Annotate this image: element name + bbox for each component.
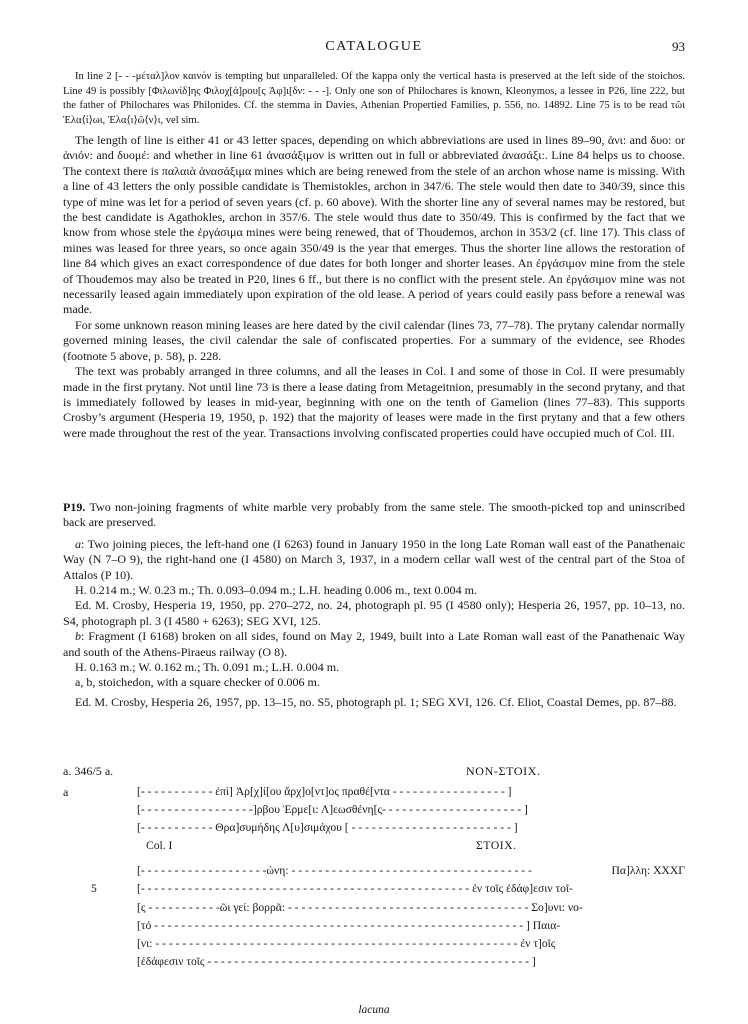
- fragment-a-description: a: Two joining pieces, the left-hand one (I 6263) found in January 1950 in the long Late Roman wall east of the Panathenaic Way (N 7–O 9), the right-hand one (I 4580) on March 3, 1937, in a modern cellar wall west of the central part of the Stoa of Attalos (P 10).: [63, 536, 685, 582]
- inscription-line: [- - - - - - - - - - - - - - - - - - -ώνη: - - - - - - - - - - - - - - - - - - - - - - - - - - - - - - - - - - - - Πα]λλη: ΧΧΧΓ: [137, 864, 685, 878]
- entry-intro-text: Two non-joining fragments of white marble very probably from the same stele. The smooth-picked top and uninscribed back are preserved.: [63, 500, 685, 530]
- entry-label: P19.: [63, 500, 86, 514]
- heading-line: [- - - - - - - - - - - ἐπὶ] Ἀρ[χ]ί[ου ἄρχ]ο[ντ]ος πραθέ[ντα - - - - - - - - - - - - - - - - - ]: [137, 785, 512, 798]
- inscription-text: [63, 783, 685, 971]
- heading-line: [- - - - - - - - - - - - - - - - -]ρβου Ἑρμε[ι: Λ]εωσθένη[ς- - - - - - - - - - - - - - - - - - - - - ]: [137, 803, 528, 817]
- commentary-paragraph-2: For some unknown reason mining leases are here dated by the civil calendar (lines 73, 77–78). The prytany calendar normally governed mining leases, the civil calendar the sale of confiscated properties. For a summary of the evidence, see Rhodes (footnote 5 above, p. 58), p. 228.: [63, 317, 685, 363]
- inscription-line: [ἐδάφεσιν τοῖς - - - - - - - - - - - - - - - - - - - - - - - - - - - - - - - - - - - - - - - - - - - - - - - - ]: [137, 954, 536, 968]
- critical-notes: [63, 70, 685, 128]
- commentary-paragraph-1: The length of line is either 41 or 43 letter spaces, depending on which abbreviations are used in lines 89–90, ἀνι: and δυο: or ἀνιόν: and δυομέ: and whether in line 61 ἀνασάξιμον is written out in full or abbreviated ἀνασάξι:. Line 84 helps us to choose. The context there is παλαιὰ ἀνασάξιμα mines which are being renewed from the stele of an archon whose name is missing. With a line of 43 letters the only possible candidate is Themistokles, archon in 347/6. The stele would then date to 340/39, since this type of mine was let for a period of seven years (cf. p. 60 above). With the shorter line any of several names may be restored, but the best candidate is Agathokles, archon in 357/6. The stele would thus date to 350/49. This is confirmed by the fact that we know from whose stele the ἐργάσιμα mines were being renewed, that of Thoudemos, archon in 353/2 (cf. line 17). This class of mines was leased for three years, so once again 350/49 is the year that emerges. Thus the shorter line allows the restoration of line 84 which gives an exact correspondence of due dates for both longer and shorter leases. An ἐργάσιμον mine from the stele of Thoudemos may also be treated in P20, lines 6 ff., but there is no conflict with the present stele. An ἐργάσιμον mine was not necessarily leased again immediately upon expiration of the old lease. A period of years could easily pass before a renewal was made.: [63, 133, 685, 317]
- page-number: 93: [672, 39, 685, 54]
- column-label-row: [63, 837, 685, 855]
- inscription-line: 5 [- - - - - - - - - - - - - - - - - - - - - - - - - - - - - - - - - - - - - - - - - - - - - - - - - ἐν τοῖς ἐδάφ]εσιν τοῖ-: [63, 880, 685, 898]
- note-paragraph: In line 2 [- - -μέταλ]λον καινόν is tempting but unparalleled. Of the kappa only the vertical hasta is preserved at the left side of the stoichos. Line 49 is possibly [Φιλωνίδ]ης Φιλοχ[ά]ρου[ς Ἀφ]ι[δν: - - -]. Only one son of Philochares is known, Kleonymos, a lessee in P26, line 222, but the father of Philochares was Philonides. Cf. the stemma in Davies, Athenian Propertied Families, p. 556, no. 14892. Line 75 is to be read τῶι Ἐλα⟨ί⟩ωι, Ἐλα⟨ι⟩ῶ⟨ν⟩ι, vel sim.: [63, 71, 685, 126]
- fragment-b-editions: Ed. M. Crosby, Hesperia 26, 1957, pp. 13–15, no. S5, photograph pl. 1; SEG XVI, 126. Cf. Eliot, Coastal Demes, pp. 87–88.: [75, 694, 677, 709]
- fragment-a-letter: a: [75, 536, 82, 551]
- fragment-b-dimensions: H. 0.163 m.; W. 0.162 m.; Th. 0.091 m.; L.H. 0.004 m.: [75, 660, 340, 675]
- fragment-b-letter: b: [75, 629, 82, 644]
- entry-intro: [63, 500, 685, 531]
- commentary-paragraph-3: The text was probably arranged in three columns, and all the leases in Col. I and some of those in Col. II were presumably made in the first prytany. Not until line 73 is there a lease dating from Metageitnion, presumably in the second prytany, and that is immediately followed by leases in mid-year, beginning with one on the tenth of Gamelion (lines 77–83). This supports Crosby’s argument (Hesperia 19, 1950, p. 192) that the majority of leases were made in the first prytany and that a few others were made throughout the rest of the year. Transactions involving confiscated properties could have occupied much of Col. III.: [63, 364, 685, 440]
- heading-line: [- - - - - - - - - - - Θρα]συμήδης Λ[υ]σιμάχου [ - - - - - - - - - - - - - - - - - - - - - - - - ]: [137, 821, 518, 835]
- line-number: 5: [91, 882, 97, 896]
- inscription-line: [τό - - - - - - - - - - - - - - - - - - - - - - - - - - - - - - - - - - - - - - - - - - - - - - - - - - - - - - - ] Παια-: [137, 918, 561, 932]
- running-head-title: CATALOGUE: [325, 39, 423, 54]
- fragment-label: a: [63, 785, 69, 799]
- inscription-line: [νι: - - - - - - - - - - - - - - - - - - - - - - - - - - - - - - - - - - - - - - - - - - - - - - - - - - - - - - ἐν τ]οῖς: [137, 936, 556, 950]
- inscription-line: [ς - - - - - - - - - - -ῶι γεί: βορρᾶ: - - - - - - - - - - - - - - - - - - - - - - - - - - - - - - - - - - - - Σο]υνι: νο-: [137, 900, 583, 914]
- column-label: Col. I: [146, 839, 173, 853]
- fragment-b-description: b: Fragment (I 6168) broken on all sides, found on May 2, 1949, built into a Late Roman wall east of the Panathenaic Way and south of the Athens-Piraeus railway (O 8).: [63, 629, 685, 659]
- lacuna-label: lacuna: [358, 1004, 390, 1016]
- stoichedon-note: a, b, stoichedon, with a square checker of 0.006 m.: [75, 675, 320, 690]
- inscription-date: a. 346/5 a.: [63, 764, 114, 778]
- catalogue-entry-p19: [63, 500, 685, 710]
- stoich-label: ΣΤΟΙΧ.: [476, 839, 517, 853]
- fragment-a-dimensions: H. 0.214 m.; W. 0.23 m.; Th. 0.093–0.094 m.; L.H. heading 0.006 m., text 0.004 m.: [75, 583, 477, 598]
- non-stoich-label: NON-ΣΤΟΙΧ.: [466, 764, 541, 778]
- fragment-a-editions: Ed. M. Crosby, Hesperia 19, 1950, pp. 270–272, no. 24, photograph pl. 95 (I 4580 only); Hesperia 26, 1957, pp. 10–13, no. S4, photograph pl. 3 (I 4580 + 6263); SEG XVI, 125.: [63, 598, 685, 628]
- commentary: [63, 133, 685, 441]
